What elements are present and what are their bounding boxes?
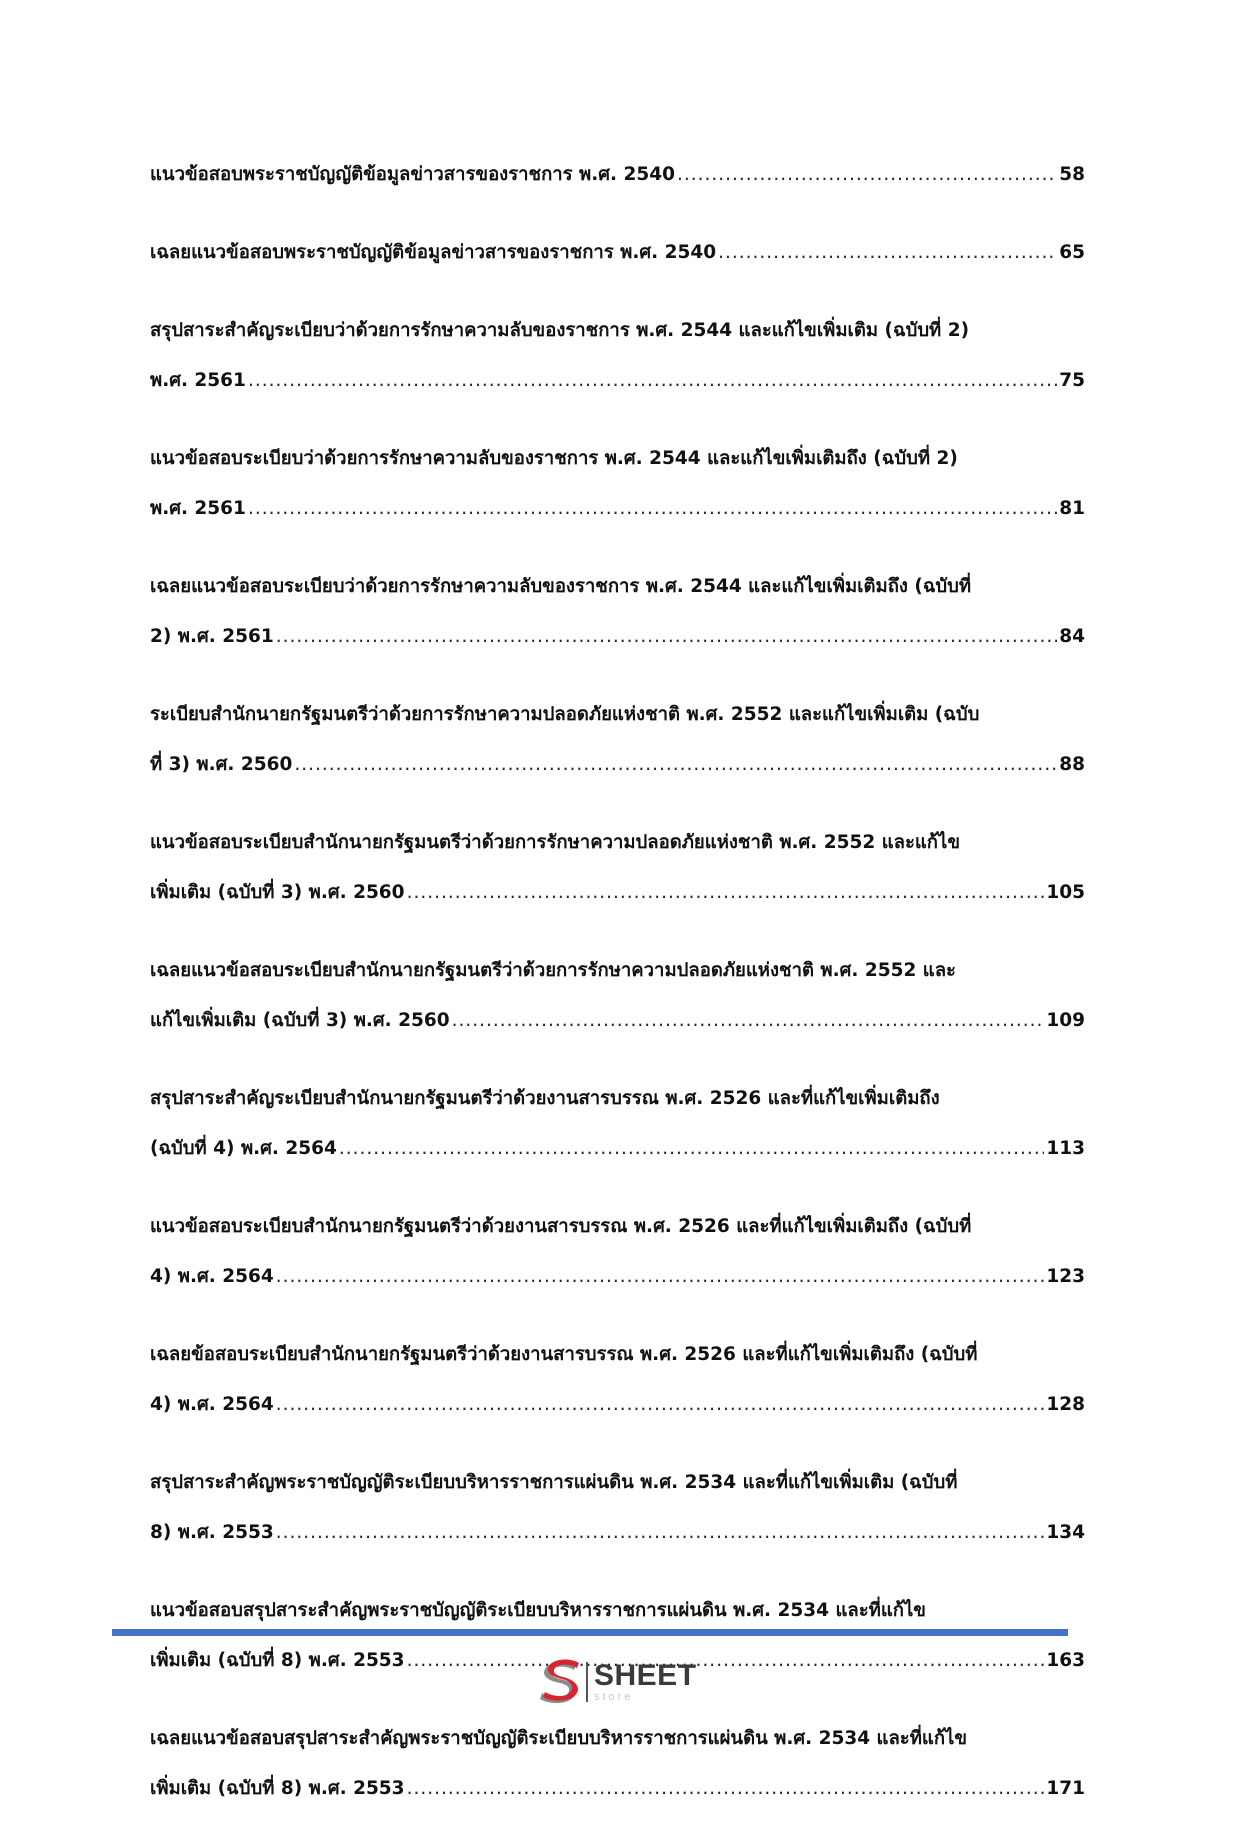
toc-entry-title: 2) พ.ศ. 2561 bbox=[150, 626, 274, 647]
toc-entry-line bbox=[150, 1458, 1085, 1508]
toc-entry-title: 4) พ.ศ. 2564 bbox=[150, 1266, 274, 1287]
toc-page-number: 88 bbox=[1059, 754, 1085, 775]
toc-entry-title: ที่ 3) พ.ศ. 2560 bbox=[150, 754, 293, 775]
toc-dot-leader bbox=[294, 740, 1057, 790]
toc-entry-title: เฉลยแนวข้อสอบพระราชบัญญัติข้อมูลข่าวสารของราชการ พ.ศ. 2540 bbox=[150, 242, 717, 263]
toc-entry-line bbox=[150, 356, 1085, 406]
toc-entry-title: ระเบียบสำนักนายกรัฐมนตรีว่าด้วยการรักษาความปลอดภัยแห่งชาติ พ.ศ. 2552 และแก้ไขเพิ่มเติม (ฉบับ bbox=[150, 704, 980, 725]
toc-entry-title: 4) พ.ศ. 2564 bbox=[150, 1394, 274, 1415]
toc-entry-line bbox=[150, 228, 1085, 278]
toc-entry-title: แนวข้อสอบพระราชบัญญัติข้อมูลข่าวสารของราชการ พ.ศ. 2540 bbox=[150, 164, 675, 185]
toc-entry-line bbox=[150, 1202, 1085, 1252]
toc-entry-line bbox=[150, 434, 1085, 484]
toc-dot-leader bbox=[407, 1764, 1045, 1814]
toc-page-number: 105 bbox=[1046, 882, 1085, 903]
toc-entry-line bbox=[150, 1764, 1085, 1814]
toc-entry-line bbox=[150, 1252, 1085, 1302]
toc-entry-title: เฉลยแนวข้อสอบระเบียบสำนักนายกรัฐมนตรีว่าด้วยการรักษาความปลอดภัยแห่งชาติ พ.ศ. 2552 และ bbox=[150, 960, 956, 981]
toc-page-number: 113 bbox=[1046, 1138, 1085, 1159]
toc-entry[interactable] bbox=[150, 228, 1085, 278]
toc-page-number: 123 bbox=[1046, 1266, 1085, 1287]
toc-dot-leader bbox=[276, 1252, 1045, 1302]
toc-dot-leader bbox=[276, 1508, 1045, 1558]
toc-entry[interactable] bbox=[150, 434, 1085, 534]
toc-entry-title: (ฉบับที่ 4) พ.ศ. 2564 bbox=[150, 1138, 337, 1159]
toc-entry[interactable] bbox=[150, 1458, 1085, 1558]
toc-entry[interactable] bbox=[150, 1202, 1085, 1302]
toc-entry-title: สรุปสาระสำคัญระเบียบสำนักนายกรัฐมนตรีว่าด้วยงานสารบรรณ พ.ศ. 2526 และที่แก้ไขเพิ่มเติมถึง bbox=[150, 1088, 940, 1109]
toc-entry[interactable] bbox=[150, 306, 1085, 406]
toc-entry-line bbox=[150, 946, 1085, 996]
toc-entry-title: เฉลยแนวข้อสอบสรุปสาระสำคัญพระราชบัญญัติระเบียบบริหารราชการแผ่นดิน พ.ศ. 2534 และที่แก้ไข bbox=[150, 1728, 968, 1749]
toc-entry[interactable] bbox=[150, 818, 1085, 918]
toc-page-number: 65 bbox=[1059, 242, 1085, 263]
toc-dot-leader bbox=[407, 1636, 1045, 1686]
toc-entry-line bbox=[150, 996, 1085, 1046]
toc-entry-title: เฉลยแนวข้อสอบระเบียบว่าด้วยการรักษาความลับของราชการ พ.ศ. 2544 และแก้ไขเพิ่มเติมถึง (ฉบับที่ bbox=[150, 576, 972, 597]
toc-entry-line bbox=[150, 150, 1085, 200]
logo-subword: store bbox=[594, 1691, 634, 1703]
toc-page-number: 75 bbox=[1059, 370, 1085, 391]
logo-divider bbox=[586, 1662, 588, 1702]
toc-dot-leader bbox=[339, 1124, 1045, 1174]
toc-entry-title: แนวข้อสอบระเบียบว่าด้วยการรักษาความลับของราชการ พ.ศ. 2544 และแก้ไขเพิ่มเติมถึง (ฉบับที่ 2) bbox=[150, 448, 958, 469]
toc-entry[interactable] bbox=[150, 1074, 1085, 1174]
toc-entry-line bbox=[150, 1508, 1085, 1558]
toc-entry-line bbox=[150, 562, 1085, 612]
sheet-store-logo bbox=[538, 1657, 708, 1707]
toc-entry-title: สรุปสาระสำคัญระเบียบว่าด้วยการรักษาความลับของราชการ พ.ศ. 2544 และแก้ไขเพิ่มเติม (ฉบับที่ 2) bbox=[150, 320, 970, 341]
toc-entry-line bbox=[150, 484, 1085, 534]
toc-entry-line bbox=[150, 818, 1085, 868]
toc-entry-line bbox=[150, 868, 1085, 918]
toc-entry-title: พ.ศ. 2561 bbox=[150, 370, 246, 391]
toc-dot-leader bbox=[718, 228, 1057, 278]
toc-entry-title: แก้ไขเพิ่มเติม (ฉบับที่ 3) พ.ศ. 2560 bbox=[150, 1010, 450, 1031]
table-of-contents bbox=[150, 150, 1085, 1842]
toc-page-number: 81 bbox=[1059, 498, 1085, 519]
toc-page-number: 134 bbox=[1046, 1522, 1085, 1543]
toc-entry-title: สรุปสาระสำคัญพระราชบัญญัติระเบียบบริหารราชการแผ่นดิน พ.ศ. 2534 และที่แก้ไขเพิ่มเติม (ฉบับที่ bbox=[150, 1472, 958, 1493]
toc-page-number: 109 bbox=[1046, 1010, 1085, 1031]
toc-entry[interactable] bbox=[150, 690, 1085, 790]
toc-page-number: 84 bbox=[1059, 626, 1085, 647]
toc-entry-title: เฉลยข้อสอบระเบียบสำนักนายกรัฐมนตรีว่าด้วยงานสารบรรณ พ.ศ. 2526 และที่แก้ไขเพิ่มเติมถึง (ฉบับที่ bbox=[150, 1344, 978, 1365]
toc-entry-line bbox=[150, 1714, 1085, 1764]
toc-dot-leader bbox=[276, 1380, 1045, 1430]
toc-dot-leader bbox=[452, 996, 1045, 1046]
toc-entry-line bbox=[150, 690, 1085, 740]
toc-entry-line bbox=[150, 740, 1085, 790]
toc-page-number: 58 bbox=[1059, 164, 1085, 185]
toc-entry-title: 8) พ.ศ. 2553 bbox=[150, 1522, 274, 1543]
toc-dot-leader bbox=[248, 356, 1057, 406]
toc-entry-title: เพิ่มเติม (ฉบับที่ 3) พ.ศ. 2560 bbox=[150, 882, 405, 903]
toc-page-number: 171 bbox=[1046, 1778, 1085, 1799]
toc-entry[interactable] bbox=[150, 946, 1085, 1046]
toc-entry-title: แนวข้อสอบสรุปสาระสำคัญพระราชบัญญัติระเบียบบริหารราชการแผ่นดิน พ.ศ. 2534 และที่แก้ไข bbox=[150, 1600, 926, 1621]
toc-dot-leader bbox=[248, 484, 1057, 534]
logo-word: SHEET bbox=[594, 1659, 697, 1692]
toc-entry[interactable] bbox=[150, 1714, 1085, 1814]
toc-entry-title: แนวข้อสอบระเบียบสำนักนายกรัฐมนตรีว่าด้วยงานสารบรรณ พ.ศ. 2526 และที่แก้ไขเพิ่มเติมถึง (ฉบับที่ bbox=[150, 1216, 972, 1237]
toc-dot-leader bbox=[276, 612, 1058, 662]
toc-entry[interactable] bbox=[150, 150, 1085, 200]
footer-divider-bar bbox=[112, 1629, 1068, 1636]
toc-entry-line bbox=[150, 1124, 1085, 1174]
toc-page-number: 128 bbox=[1046, 1394, 1085, 1415]
toc-entry-line bbox=[150, 306, 1085, 356]
toc-entry-line bbox=[150, 1330, 1085, 1380]
toc-dot-leader bbox=[677, 150, 1057, 200]
toc-entry-line bbox=[150, 612, 1085, 662]
toc-entry[interactable] bbox=[150, 562, 1085, 662]
toc-dot-leader bbox=[407, 868, 1045, 918]
toc-entry-title: แนวข้อสอบระเบียบสำนักนายกรัฐมนตรีว่าด้วยการรักษาความปลอดภัยแห่งชาติ พ.ศ. 2552 และแก้ไข bbox=[150, 832, 960, 853]
toc-entry-title: พ.ศ. 2561 bbox=[150, 498, 246, 519]
toc-entry-line bbox=[150, 1380, 1085, 1430]
toc-entry-title: เพิ่มเติม (ฉบับที่ 8) พ.ศ. 2553 bbox=[150, 1778, 405, 1799]
toc-entry[interactable] bbox=[150, 1330, 1085, 1430]
toc-entry-title: เพิ่มเติม (ฉบับที่ 8) พ.ศ. 2553 bbox=[150, 1650, 405, 1671]
sheet-store-s-icon bbox=[538, 1659, 582, 1705]
toc-page-number: 163 bbox=[1046, 1650, 1085, 1671]
toc-entry-line bbox=[150, 1074, 1085, 1124]
